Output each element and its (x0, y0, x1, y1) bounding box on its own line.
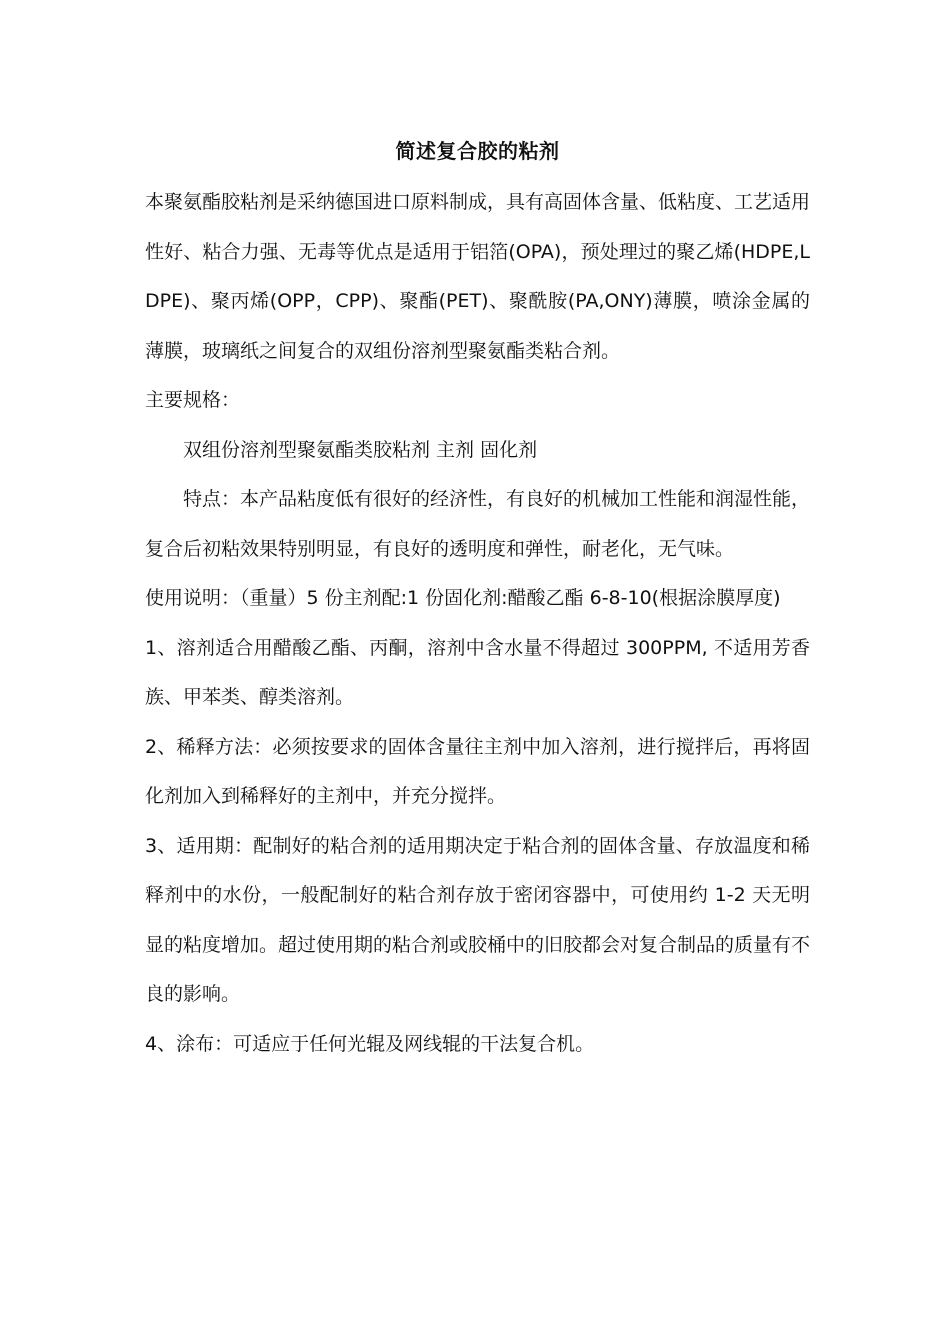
usage-instructions-paragraph: 使用说明：（重量）5 份主剂配:1 份固化剂:醋酸乙酯 6-8-10(根据涂膜厚度) (145, 587, 781, 609)
document-title: 简述复合胶的粘剂 (395, 139, 560, 163)
features-paragraph: 特点：本产品粘度低有很好的经济性，有良好的机械加工性能和润湿性能，复合后初粘效果特别明显，有良好的透明度和弹性，耐老化，无气味。 (145, 488, 811, 560)
intro-paragraph: 本聚氨酯胶粘剂是采纳德国进口原料制成，具有高固体含量、低粘度、工艺适用性好、粘合力强、无毒等优点是适用于铝箔(OPA)，预处理过的聚乙烯(HDPE,LDPE)、聚丙烯(OPP，CPP)、聚酯(PET)、聚酰胺(PA,ONY)薄膜，喷涂金属的薄膜，玻璃纸之间复合的双组份溶剂型聚氨酯类粘合剂。 (145, 191, 811, 362)
spec-line: 双组份溶剂型聚氨酯类胶粘剂 主剂 固化剂 (183, 438, 538, 461)
dilution-paragraph: 2、稀释方法：必须按要求的固体含量往主剂中加入溶剂，进行搅拌后，再将固化剂加入到稀释好的主剂中，并充分搅拌。 (145, 735, 810, 807)
pot-life-paragraph: 3、适用期：配制好的粘合剂的适用期决定于粘合剂的固体含量、存放温度和稀释剂中的水份，一般配制好的粘合剂存放于密闭容器中，可使用约 1-2 天无明显的粘度增加。超过使用期的粘合剂或胶桶中的旧胶都会对复合制品的质量有不良的影响。 (145, 834, 811, 1005)
main-spec-heading: 主要规格： (145, 389, 241, 411)
solvent-paragraph: 1、溶剂适合用醋酸乙酯、丙酮，溶剂中含水量不得超过 300PPM, 不适用芳香族、甲苯类、醇类溶剂。 (145, 636, 810, 708)
coating-paragraph: 4、涂布：可适应于任何光辊及网线辊的干法复合机。 (145, 1032, 595, 1055)
document-body (145, 178, 810, 1069)
